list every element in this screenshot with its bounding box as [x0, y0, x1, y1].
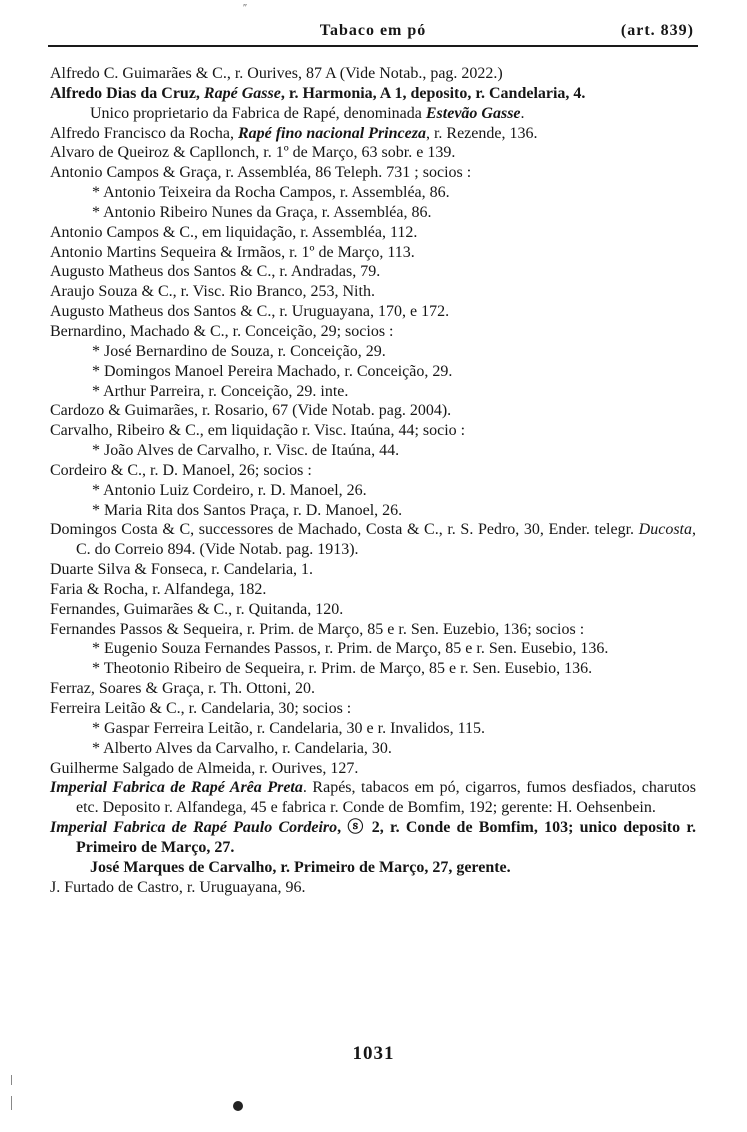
entry-antonio-martins-sequeira: Antonio Martins Sequeira & Irmãos, r. 1º de Março, 113. — [50, 243, 415, 261]
entry-carvalho-ribeiro: Carvalho, Ribeiro & C., em liquidação r. Visc. Itaúna, 44; socio : — [50, 422, 466, 440]
top-mark: ″ — [243, 3, 248, 14]
entry-partner-theotonio-ribeiro: * Theotonio Ribeiro de Sequeira, r. Prim. de Março, 85 e r. Sen. Eusebio, 136. — [92, 660, 593, 678]
entry-partner-antonio-teixeira: * Antonio Teixeira da Rocha Campos, r. Assembléa, 86. — [92, 184, 450, 202]
margin-tick — [11, 1096, 12, 1110]
entry-cordeiro: Cordeiro & C., r. D. Manoel, 26; socios : — [50, 461, 312, 479]
entry-list — [50, 64, 696, 897]
entry-alfredo-c-guimaraes: Alfredo C. Guimarães & C., r. Ourives, 87 A (Vide Notab., pag. 2022.) — [50, 65, 503, 82]
entry-bernardino-machado: Bernardino, Machado & C., r. Conceição, 29; socios : — [50, 322, 394, 340]
entry-imperial-fabrica-area-preta: Imperial Fabrica de Rapé Arêa Preta. Rapés, tabacos em pó, cigarros, fumos desfiados, charutos etc. Deposito r. Alfandega, 45 e fabrica r. Conde de Bomfim, 192; gerente: H. Oehsenbein. — [50, 779, 696, 817]
entry-partner-maria-rita: * Maria Rita dos Santos Praça, r. D. Manoel, 26. — [92, 501, 403, 519]
margin-tick — [11, 1075, 12, 1085]
entry-fernandes-passos: Fernandes Passos & Sequeira, r. Prim. de Março, 85 e r. Sen. Euzebio, 136; socios : — [50, 620, 585, 638]
entry-antonio-campos-liquidacao: Antonio Campos & C., em liquidação, r. Assembléa, 112. — [50, 223, 418, 241]
section-title: Tabaco em pó — [319, 22, 427, 39]
entry-unico-proprietario: Unico proprietario da Fabrica de Rapé, denominada Estevão Gasse. — [90, 104, 525, 122]
entry-fernandes-guimaraes: Fernandes, Guimarães & C., r. Quitanda, 120. — [50, 600, 344, 618]
entry-cardozo-guimaraes: Cardozo & Guimarães, r. Rosario, 67 (Vide Notab. pag. 2004). — [50, 402, 452, 420]
entry-partner-joao-alves: * João Alves de Carvalho, r. Visc. de Itaúna, 44. — [92, 442, 400, 460]
entry-alfredo-francisco-da-rocha: Alfredo Francisco da Rocha, Rapé fino nacional Princeza, r. Rezende, 136. — [50, 124, 538, 142]
article-number: (art. 839) — [620, 22, 694, 39]
entry-partner-eugenio-souza: * Eugenio Souza Fernandes Passos, r. Prim. de Março, 85 e r. Sen. Eusebio, 136. — [92, 640, 609, 658]
entry-jose-marques-gerente: José Marques de Carvalho, r. Primeiro de Março, 27, gerente. — [90, 858, 511, 876]
entry-domingos-costa: Domingos Costa & C, successores de Machado, Costa & C., r. S. Pedro, 30, Ender. telegr. Ducosta, C. do Correio 894. (Vide Notab. pag. 1913). — [50, 521, 696, 559]
entry-partner-alberto-alves: * Alberto Alves da Carvalho, r. Candelaria, 30. — [92, 739, 392, 757]
entry-ferraz-soares: Ferraz, Soares & Graça, r. Th. Ottoni, 20. — [50, 680, 315, 698]
page-number: 1031 — [352, 1043, 395, 1064]
entry-partner-domingos-manoel: * Domingos Manoel Pereira Machado, r. Conceição, 29. — [92, 362, 453, 380]
page-header — [48, 20, 698, 44]
entry-imperial-fabrica-paulo-cordeiro: Imperial Fabrica de Rapé Paulo Cordeiro, ⓢ 2, r. Conde de Bomfim, 103; unico deposito r. Primeiro de Março, 27. — [50, 819, 696, 856]
entry-duarte-silva: Duarte Silva & Fonseca, r. Candelaria, 1. — [50, 561, 314, 579]
entry-guilherme-salgado: Guilherme Salgado de Almeida, r. Ourives, 127. — [50, 759, 359, 777]
entry-araujo-souza: Araujo Souza & C., r. Visc. Rio Branco, 253, Nith. — [50, 283, 375, 301]
entry-ferreira-leitao: Ferreira Leitão & C., r. Candelaria, 30; socios : — [50, 700, 352, 717]
entry-alfredo-dias-da-cruz: Alfredo Dias da Cruz, Rapé Gasse, r. Harmonia, A 1, deposito, r. Candelaria, 4. — [50, 84, 586, 102]
header-rule — [48, 45, 698, 47]
entry-faria-rocha: Faria & Rocha, r. Alfandega, 182. — [50, 580, 267, 598]
entry-partner-antonio-ribeiro: * Antonio Ribeiro Nunes da Graça, r. Assembléa, 86. — [92, 203, 432, 221]
entry-antonio-campos-graca: Antonio Campos & Graça, r. Assembléa, 86 Teleph. 731 ; socios : — [50, 164, 472, 182]
entry-augusto-matheus-andradas: Augusto Matheus dos Santos & C., r. Andradas, 79. — [50, 263, 381, 281]
ink-dot — [233, 1101, 243, 1111]
entry-partner-jose-bernardino: * José Bernardino de Souza, r. Conceição, 29. — [92, 342, 386, 360]
entry-alvaro-de-queiroz: Alvaro de Queiroz & Capllonch, r. 1º de Março, 63 sobr. e 139. — [50, 144, 456, 162]
entry-partner-antonio-luiz: * Antonio Luiz Cordeiro, r. D. Manoel, 26. — [92, 481, 367, 499]
entry-partner-arthur-parreira: * Arthur Parreira, r. Conceição, 29. inte. — [92, 382, 349, 400]
entry-augusto-matheus-uruguayana: Augusto Matheus dos Santos & C., r. Uruguayana, 170, e 172. — [50, 303, 450, 321]
entry-partner-gaspar-ferreira: * Gaspar Ferreira Leitão, r. Candelaria, 30 e r. Invalidos, 115. — [92, 719, 486, 737]
entry-j-furtado-de-castro: J. Furtado de Castro, r. Uruguayana, 96. — [50, 878, 306, 896]
